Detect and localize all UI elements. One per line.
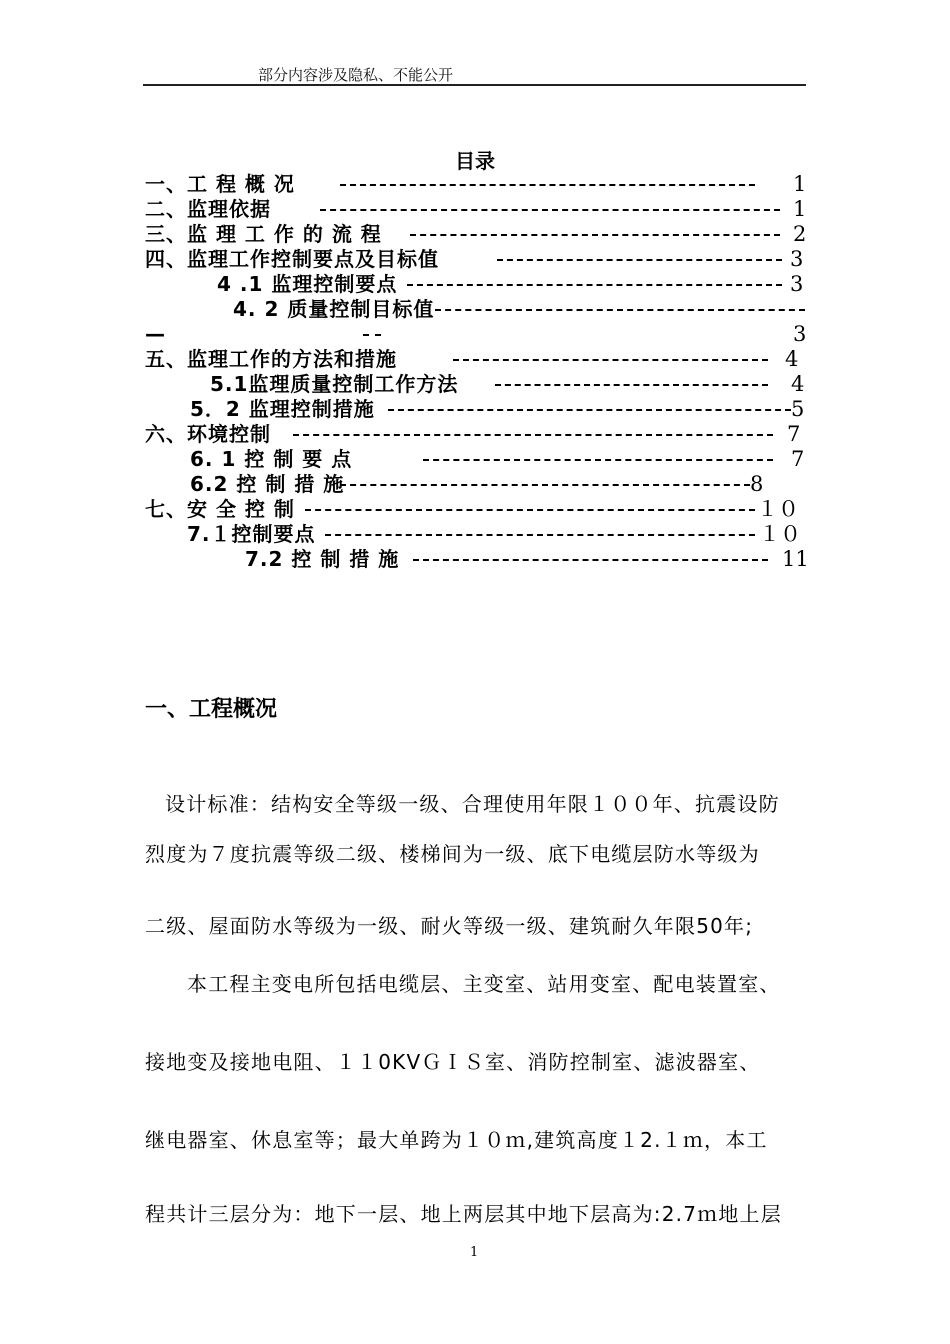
toc-leader [410,234,780,236]
body-line: 设计标准：结构安全等级一级、合理使用年限１００年、抗震设防 [165,792,780,816]
toc-entry-page: 7 [787,422,801,446]
toc-leader [407,284,782,286]
toc-leader [340,484,750,486]
toc-entry[interactable] [145,447,810,472]
toc-entry-page: 1 [793,197,807,221]
body-line: 接地变及接地电阻、１１0KVＧＩＳ室、消防控制室、滤波器室、 [145,1050,761,1074]
toc-entry-label: — [145,322,166,346]
toc-entry[interactable] [145,547,810,572]
header-rule [143,84,806,86]
toc-entry-label: 7.2 控 制 措 施 [245,547,400,571]
toc-entry[interactable] [145,172,810,197]
toc-leader [305,509,755,511]
toc-leader [497,259,782,261]
toc-entry-page: 2 [793,222,807,246]
toc-leader [435,309,805,311]
toc-entry[interactable] [145,372,810,397]
page-number: 1 [470,1245,479,1260]
toc-entry-label: 4 .1 监理控制要点 [217,272,398,296]
toc-entry-page: １０ [759,522,801,546]
toc-entry-page: 5 [791,397,805,421]
toc-leader [293,434,773,436]
toc-entry-page: １０ [757,497,799,521]
toc-leader [495,384,768,386]
toc-leader [363,334,381,336]
toc-entry[interactable] [145,322,810,347]
toc-entry-label: 4. 2 质量控制目标值 [233,297,435,321]
toc-entry-label: 7.１控制要点 [187,522,316,546]
toc-entry-label: 五、监理工作的方法和措施 [145,347,397,371]
toc-entry-page: 4 [785,347,799,371]
toc-entry[interactable] [145,247,810,272]
toc-leader [340,184,755,186]
toc-entry[interactable] [145,497,810,522]
toc-entry-page: 1 [793,172,807,196]
toc-leader [453,359,768,361]
body-line: 烈度为７度抗震等级二级、楼梯间为一级、底下电缆层防水等级为 [145,842,760,866]
toc-entry[interactable] [145,222,810,247]
toc-leader [413,559,768,561]
toc-entry-label: 一、工 程 概 况 [145,172,295,196]
toc-entry-label: 6.2 控 制 措 施 [190,472,345,496]
toc-entry[interactable] [145,397,810,422]
toc-leader [320,209,780,211]
header-note: 部分内容涉及隐私、不能公开 [258,66,454,84]
toc-leader [325,534,755,536]
toc-entry-label: 5.1监理质量控制工作方法 [210,372,459,396]
toc-entry-page: 11 [782,547,809,571]
toc-leader [388,409,791,411]
body-line: 本工程主变电所包括电缆层、主变室、站用变室、配电装置室、 [187,972,781,996]
toc-entry-label: 三、监 理 工 作 的 流 程 [145,222,382,246]
toc-entry-label: 二、监理依据 [145,197,271,221]
toc-entry-label: 六、环境控制 [145,422,271,446]
toc-entry[interactable] [145,522,810,547]
toc-entry[interactable] [145,297,810,322]
toc-entry-page: 7 [791,447,805,471]
toc-entry-label: 5．2 监理控制措施 [190,397,375,421]
toc-entry[interactable] [145,197,810,222]
toc-entry-page: 8 [750,472,764,496]
toc-entry[interactable] [145,422,810,447]
toc-entry-page: 3 [793,322,807,346]
toc-entry-label: 6. 1 控 制 要 点 [190,447,353,471]
toc-leader [423,459,773,461]
body-line: 继电器室、休息室等；最大单跨为１０ｍ,建筑高度１2.１ｍ，本工 [145,1128,768,1152]
toc-entry-label: 七、安 全 控 制 [145,497,295,521]
toc-entry[interactable] [145,272,810,297]
toc-entry[interactable] [145,347,810,372]
toc-entry-label: 四、监理工作控制要点及目标值 [145,247,439,271]
body-line: 程共计三层分为：地下一层、地上两层其中地下层高为:2.7ｍ地上层 [145,1202,782,1226]
body-line: 二级、屋面防水等级为一级、耐火等级一级、建筑耐久年限50年; [145,914,754,938]
toc-entry-page: 3 [790,272,804,296]
toc-entry-page: 3 [790,247,804,271]
toc-entry-page: 4 [791,372,805,396]
section-heading: 一、工程概况 [145,697,278,722]
toc-entry[interactable] [145,472,810,497]
toc-title: 目录 [455,149,495,173]
